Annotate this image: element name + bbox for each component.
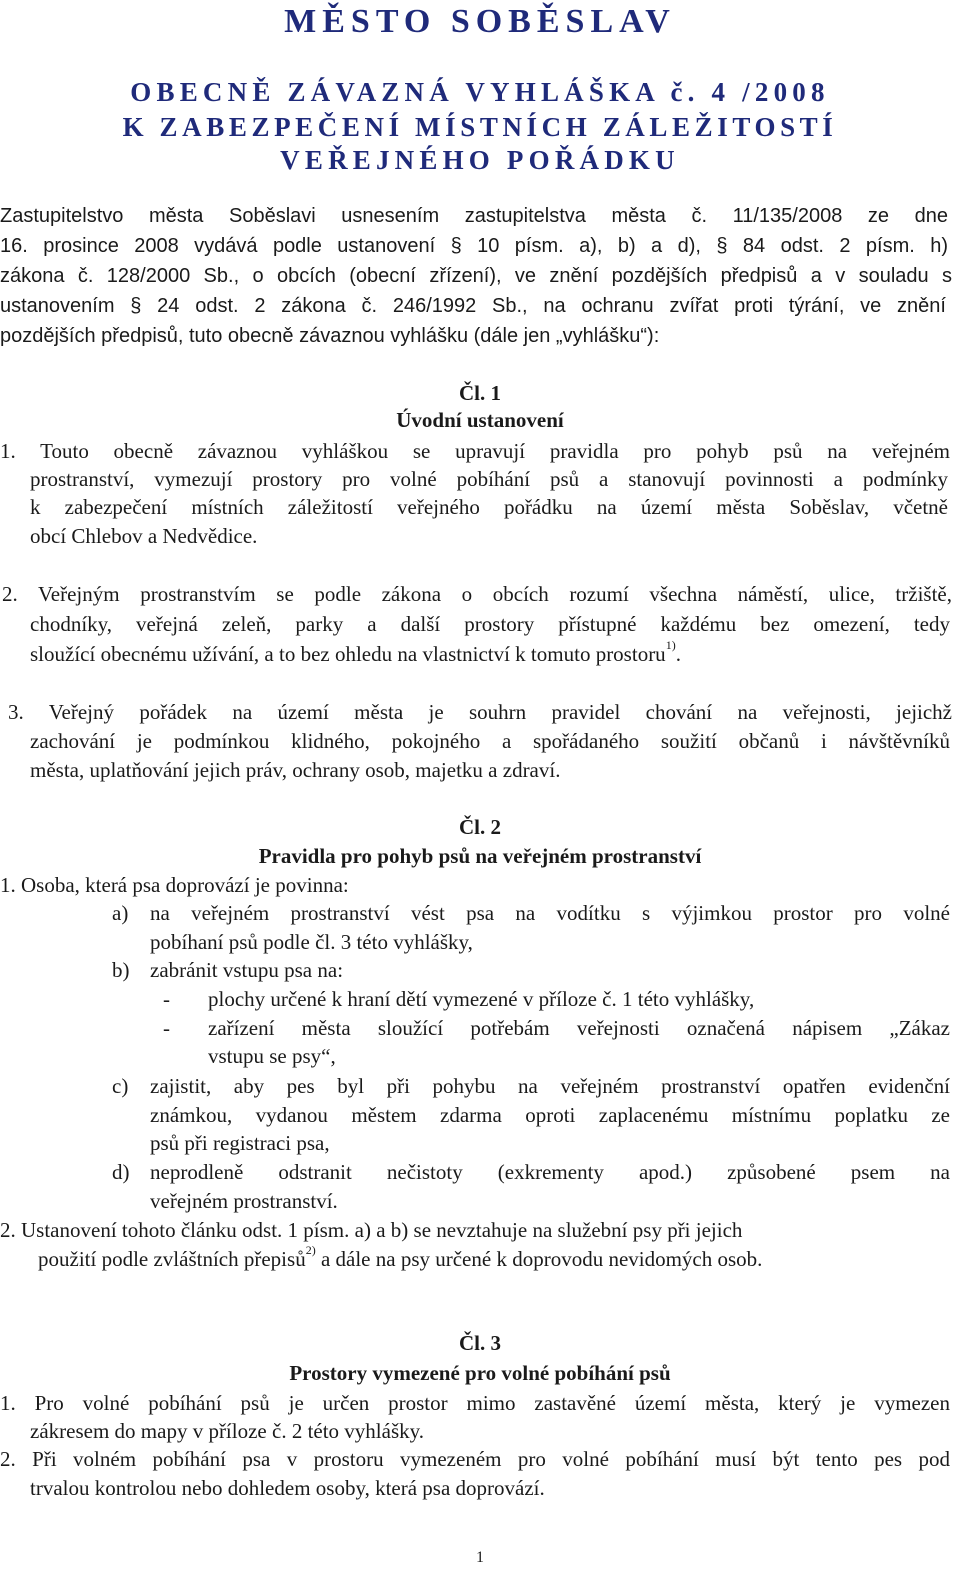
article-2-text: známkou, vydanou městem zdarma oproti zaplacenému místnímu poplatku ze <box>150 1103 950 1127</box>
preamble-line: 16. prosince 2008 vydává podle ustanovení § 10 písm. a), b) a d), § 84 odst. 2 písm. h) <box>0 235 948 257</box>
ordinance-title: OBECNĚ ZÁVAZNÁ VYHLÁŠKA č. 4 /2008 <box>130 77 830 107</box>
article-2-text: 2. Ustanovení tohoto článku odst. 1 písm. a) a b) se nevztahuje na služební psy při jejich <box>0 1218 743 1242</box>
article-2-text: vstupu se psy“, <box>208 1044 336 1068</box>
list-marker: - <box>163 987 170 1011</box>
article-2-text: použití podle zvláštních přepisů$^{2)}$ a dále na psy určené k doprovodu nevidomých osob. <box>38 1243 763 1271</box>
article-2-text: na veřejném prostranství vést psa na vodítku s výjimkou prostor pro volné <box>150 901 950 925</box>
article-1-text: 1. Touto obecně závaznou vyhláškou se upravují pravidla pro pohyb psů na veřejném <box>0 439 950 463</box>
city-heading: MĚSTO SOBĚSLAV <box>284 3 676 40</box>
article-1-text: sloužící obecnému užívání, a to bez ohledu na vlastnictví k tomuto prostoru$^{1)}$. <box>30 638 681 666</box>
ordinance-subtitle-line2: VEŘEJNÉHO POŘÁDKU <box>280 145 680 175</box>
article-2-text: zajistit, aby pes byl při pohybu na veřejném prostranství opatřen evidenční <box>150 1074 950 1098</box>
article-2-text: psů při registraci psa, <box>150 1131 330 1155</box>
article-3-title: Prostory vymezené pro volné pobíhání psů <box>289 1361 671 1385</box>
article-2-text: plochy určené k hraní dětí vymezené v příloze č. 1 této vyhlášky, <box>208 987 755 1011</box>
article-3-text: trvalou kontrolou nebo dohledem osoby, která psa doprovází. <box>30 1476 545 1500</box>
article-1-text: města, uplatňování jejich práv, ochrany osob, majetku a zdraví. <box>30 758 561 782</box>
article-1-text: chodníky, veřejná zeleň, parky a další prostory přístupné každému bez omezení, tedy <box>30 612 950 636</box>
article-2-text: zabránit vstupu psa na: <box>150 958 344 982</box>
list-marker: d) <box>112 1160 130 1184</box>
article-1-text: 3. Veřejný pořádek na území města je souhrn pravidel chování na veřejnosti, jejichž <box>8 700 952 724</box>
preamble-line: pozdějších předpisů, tuto obecně závaznou vyhlášku (dále jen „vyhlášku“): <box>0 325 660 347</box>
article-3-text: zákresem do mapy v příloze č. 2 této vyhlášky. <box>30 1419 425 1443</box>
preamble-line: zákona č. 128/2000 Sb., o obcích (obecní zřízení), ve znění pozdějších předpisů a v souladu s <box>0 265 952 287</box>
article-2-text: pobíhaní psů podle čl. 3 této vyhlášky, <box>150 930 473 954</box>
article-1-text: prostranství, vymezují prostory pro volné pobíhání psů a stanovují povinnosti a podmínky <box>30 467 948 491</box>
article-2-text: zařízení města sloužící potřebám veřejnosti označená nápisem „Zákaz <box>208 1016 950 1040</box>
article-1-text: zachování je podmínkou klidného, pokojného a spořádaného soužití občanů i návštěvníků <box>30 729 950 753</box>
article-1-text: k zabezpečení místních záležitostí veřejného pořádku na území města Soběslav, včetně <box>30 495 948 519</box>
list-marker: - <box>163 1016 170 1040</box>
article-3-number: Čl. 3 <box>459 1331 501 1355</box>
article-1-text: 2. Veřejným prostranstvím se podle zákona o obcích rozumí všechna náměstí, ulice, tržiště, <box>2 582 952 606</box>
article-2-text: veřejném prostranství. <box>150 1189 338 1213</box>
preamble-line: ustanovením § 24 odst. 2 zákona č. 246/1992 Sb., na ochranu zvířat proti týrání, ve znění <box>0 295 946 317</box>
article-1-number: Čl. 1 <box>459 381 501 405</box>
list-marker: c) <box>112 1074 129 1098</box>
list-marker: a) <box>112 901 129 925</box>
page-number: 1 <box>476 1549 484 1566</box>
article-2-text: 1. Osoba, která psa doprovází je povinna: <box>0 873 349 897</box>
article-3-text: 1. Pro volné pobíhání psů je určen prostor mimo zastavěné území města, který je vymezen <box>0 1391 950 1415</box>
article-1-title: Úvodní ustanovení <box>396 408 564 432</box>
ordinance-subtitle-line1: K ZABEZPEČENÍ MÍSTNÍCH ZÁLEŽITOSTÍ <box>122 112 838 142</box>
article-2-number: Čl. 2 <box>459 815 501 839</box>
footnote-ref: 2) <box>305 1243 316 1257</box>
article-2-text: neprodleně odstranit nečistoty (exkrementy apod.) způsobené psem na <box>150 1160 950 1184</box>
article-1-text: obcí Chlebov a Nedvědice. <box>30 524 258 548</box>
article-2-title: Pravidla pro pohyb psů na veřejném prostranství <box>258 844 702 868</box>
preamble-line: Zastupitelstvo města Soběslavi usnesením zastupitelstva města č. 11/135/2008 ze dne <box>0 205 948 227</box>
list-marker: b) <box>112 958 130 982</box>
article-3-text: 2. Při volném pobíhání psa v prostoru vymezeném pro volné pobíhání musí být tento pes pod <box>0 1447 950 1471</box>
footnote-ref: 1) <box>665 638 676 652</box>
